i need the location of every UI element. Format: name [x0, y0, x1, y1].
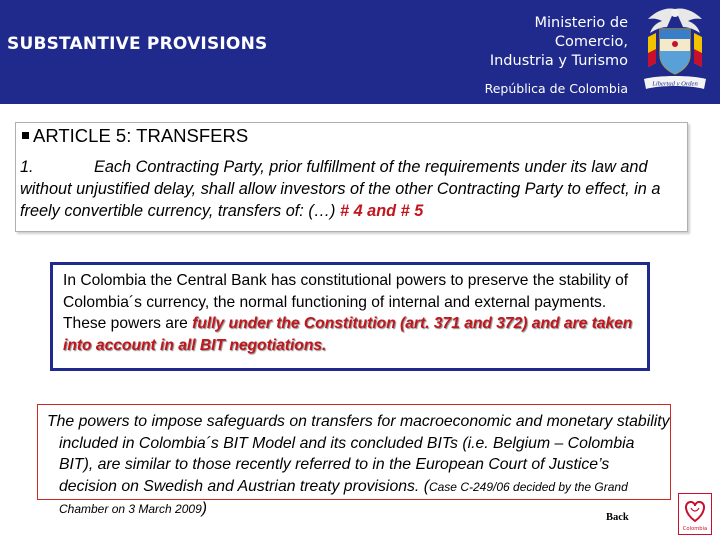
ministry-line-1: Ministerio de — [534, 15, 628, 31]
article-item-text: Each Contracting Party, prior fulfillment of the requirements under its law and without unjustified delay, shall allow investors of the other Contracting Party to effect, in a freely convertible currency, transfers of: (…) — [20, 158, 661, 220]
central-bank-box — [50, 262, 650, 371]
article-title-text: ARTICLE 5: TRANSFERS — [33, 125, 249, 146]
ministry-line-3: Industria y Turismo — [489, 53, 628, 69]
central-bank-emphasis: fully under the Constitution (art. 371 and 372) and are taken into account in all BIT negotiations. — [63, 315, 633, 354]
republic-label: República de Colombia — [484, 81, 628, 96]
safeguards-citation: Case C-249/06 decided by the Grand Chamber on 3 March 2009 — [59, 479, 628, 516]
ministry-line-2: Comercio, — [554, 34, 628, 50]
safeguards-text-main: The powers to impose safeguards on transfers for macroeconomic and monetary stability included in Colombia´s BIT Model and its concluded BITs (i.e. Belgium – Colombia BIT), are similar to those recently referred to in the European Court of Justice’s decision on Swedish and Austrian treaty provisions. ( — [47, 413, 670, 495]
colombia-brand-logo — [678, 493, 712, 535]
safeguards-text — [47, 411, 671, 521]
colombia-logo-text: Colombia — [682, 526, 708, 532]
article-item-number: 1. — [20, 158, 34, 176]
central-bank-text — [63, 270, 643, 356]
coat-of-arms-icon — [638, 3, 712, 101]
article-title — [22, 125, 248, 147]
safeguards-closing: ) — [201, 500, 208, 517]
header-banner — [0, 0, 720, 104]
article-highlight: # 4 and # 5 — [340, 202, 424, 220]
ministry-name — [490, 14, 628, 71]
back-link[interactable]: Back — [606, 512, 629, 523]
safeguards-box — [37, 404, 671, 517]
central-bank-text-main: In Colombia the Central Bank has constitutional powers to preserve the stability of Colombia´s currency, the normal functioning of internal and external payments. These powers are — [63, 272, 629, 332]
crest-motto: Libertad y Orden — [652, 80, 698, 88]
page-title: SUBSTANTIVE PROVISIONS — [7, 34, 268, 54]
bullet-square-icon — [22, 132, 29, 139]
article-box — [15, 122, 688, 232]
article-body — [20, 156, 686, 222]
